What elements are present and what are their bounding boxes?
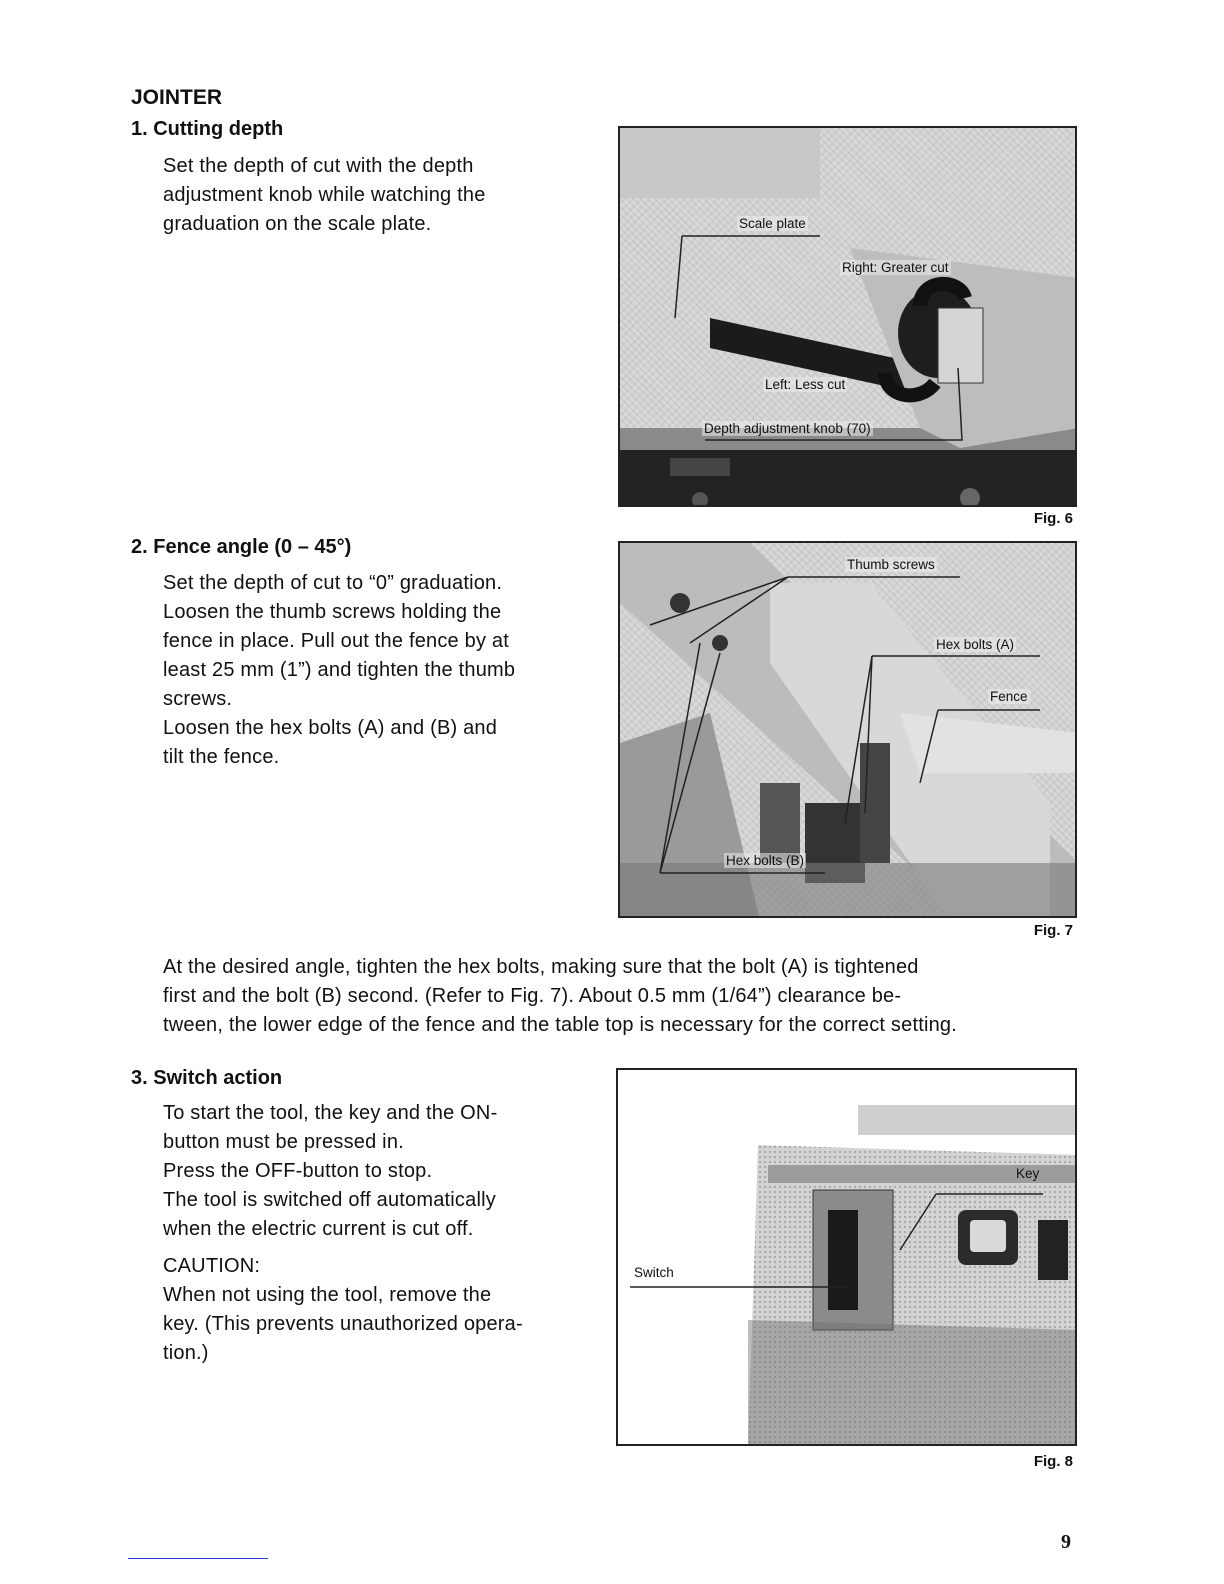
figure-8-caption: Fig. 8 [1033, 1453, 1073, 1470]
text-line: When not using the tool, remove the [163, 1284, 492, 1306]
text-line: fence in place. Pull out the fence by at [163, 630, 509, 652]
figure-8-photo [616, 1068, 1077, 1446]
page-number: 9 [1061, 1531, 1071, 1553]
text-line: tilt the fence. [163, 746, 280, 768]
text-line: button must be pressed in. [163, 1131, 404, 1153]
text-line: Loosen the hex bolts (A) and (B) and [163, 717, 498, 739]
label-depth-adjustment-knob: Depth adjustment knob (70) [704, 421, 871, 436]
section-3-body [163, 1099, 593, 1368]
label-right-greater-cut: Right: Greater cut [842, 260, 949, 275]
section-2-body [163, 569, 593, 772]
text-line: Set the depth of cut to “0” graduation. [163, 572, 503, 594]
label-key: Key [1016, 1166, 1040, 1181]
figure-7-drawing [620, 543, 1077, 918]
text-line: adjustment knob while watching the [163, 184, 486, 206]
text-line: To start the tool, the key and the ON- [163, 1102, 498, 1124]
section-2-heading: 2. Fence angle (0 – 45°) [131, 536, 352, 558]
label-left-less-cut: Left: Less cut [765, 377, 846, 392]
text-line: screws. [163, 688, 233, 710]
figure-6-photo [618, 126, 1077, 507]
figure-6-drawing [620, 128, 1077, 507]
text-line: Press the OFF-button to stop. [163, 1160, 433, 1182]
full-width-paragraph [163, 953, 1078, 1040]
section-1-heading: 1. Cutting depth [131, 118, 284, 140]
label-hex-bolts-a: Hex bolts (A) [936, 637, 1015, 652]
footer-rule [128, 1558, 268, 1559]
section-3-heading: 3. Switch action [131, 1067, 283, 1089]
label-switch: Switch [634, 1265, 674, 1280]
caution-label: CAUTION: [163, 1255, 261, 1277]
text-line: The tool is switched off automatically [163, 1189, 496, 1211]
text-line: key. (This prevents unauthorized opera- [163, 1313, 523, 1335]
label-fence: Fence [990, 689, 1028, 704]
label-thumb-screws: Thumb screws [847, 557, 935, 572]
text-line: least 25 mm (1”) and tighten the thumb [163, 659, 516, 681]
section-1-body [163, 152, 593, 239]
text-line: tion.) [163, 1342, 209, 1364]
section-title: JOINTER [131, 86, 223, 109]
figure-8-drawing [618, 1070, 1077, 1446]
label-hex-bolts-b: Hex bolts (B) [726, 853, 805, 868]
text-line: Set the depth of cut with the depth [163, 155, 474, 177]
label-scale-plate: Scale plate [739, 216, 806, 231]
figure-7-photo [618, 541, 1077, 918]
text-line: tween, the lower edge of the fence and the table top is necessary for the correct setting. [163, 1014, 958, 1036]
text-line: first and the bolt (B) second. (Refer to Fig. 7). About 0.5 mm (1/64”) clearance be- [163, 985, 902, 1007]
figure-7-caption: Fig. 7 [1033, 922, 1073, 939]
text-line: when the electric current is cut off. [163, 1218, 474, 1240]
text-line: At the desired angle, tighten the hex bolts, making sure that the bolt (A) is tightened [163, 956, 919, 978]
figure-6-caption: Fig. 6 [1033, 510, 1073, 527]
text-line: graduation on the scale plate. [163, 213, 432, 235]
text-line: Loosen the thumb screws holding the [163, 601, 502, 623]
